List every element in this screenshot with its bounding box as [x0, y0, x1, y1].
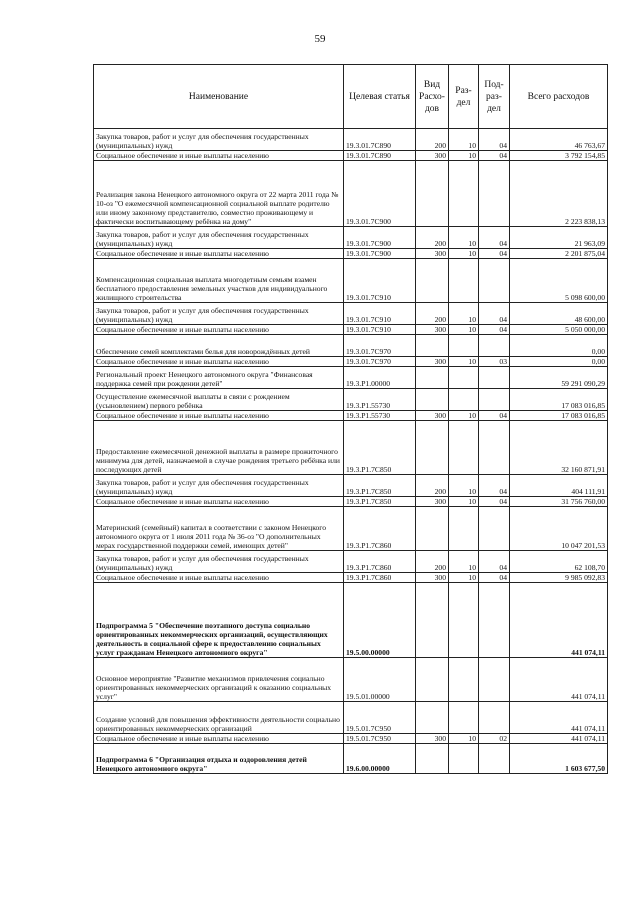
row-name: Социальное обеспечение и иные выплаты населению	[94, 325, 344, 335]
row-total: 2 201 875,04	[510, 249, 608, 259]
row-subsection: 02	[479, 734, 510, 744]
row-kind	[416, 259, 449, 303]
row-target-code: 19.3.Р1.7С860	[344, 551, 416, 573]
row-kind	[416, 335, 449, 357]
row-section	[449, 702, 479, 734]
row-target-code: 19.3.Р1.7С860	[344, 507, 416, 551]
row-target-code: 19.3.01.7С910	[344, 259, 416, 303]
row-subsection	[479, 259, 510, 303]
table-row	[94, 259, 608, 303]
row-subsection: 04	[479, 303, 510, 325]
row-target-code: 19.3.01.7С890	[344, 151, 416, 161]
header-total: Всего расходов	[510, 65, 608, 129]
row-target-code: 19.3.01.7С890	[344, 129, 416, 151]
row-section	[449, 335, 479, 357]
row-name: Социальное обеспечение и иные выплаты населению	[94, 151, 344, 161]
row-target-code: 19.3.Р1.7С860	[344, 573, 416, 583]
row-section: 10	[449, 497, 479, 507]
row-subsection: 03	[479, 357, 510, 367]
row-kind	[416, 421, 449, 475]
row-target-code: 19.5.01.7С950	[344, 702, 416, 734]
row-section: 10	[449, 249, 479, 259]
row-subsection	[479, 161, 510, 227]
row-subsection: 04	[479, 325, 510, 335]
row-total: 3 792 154,85	[510, 151, 608, 161]
row-subsection: 04	[479, 475, 510, 497]
row-kind: 300	[416, 151, 449, 161]
row-target-code: 19.3.Р1.00000	[344, 367, 416, 389]
row-total: 0,00	[510, 335, 608, 357]
row-name: Предоставление ежемесячной денежной выплаты в размере прожиточного минимума для детей, назначаемой в случае рождения третьего ребёнка или последующих детей	[94, 421, 344, 475]
row-name: Основное мероприятие "Развитие механизмов привлечения социально ориентированных некоммерческих организаций к оказанию социальных услуг"	[94, 658, 344, 702]
table-row	[94, 249, 608, 259]
table-row	[94, 551, 608, 573]
row-name: Компенсационная социальная выплата многодетным семьям взамен бесплатного предоставления земельных участков для индивидуального жилищного строительства	[94, 259, 344, 303]
row-kind	[416, 658, 449, 702]
row-name: Социальное обеспечение и иные выплаты населению	[94, 573, 344, 583]
row-target-code: 19.3.01.7С900	[344, 249, 416, 259]
table-row	[94, 475, 608, 497]
row-total: 5 098 600,00	[510, 259, 608, 303]
row-subsection	[479, 367, 510, 389]
row-name: Закупка товаров, работ и услуг для обеспечения государственных (муниципальных) нужд	[94, 303, 344, 325]
header-target: Целевая статья	[344, 65, 416, 129]
row-subsection	[479, 744, 510, 774]
row-kind: 300	[416, 497, 449, 507]
row-total: 17 083 016,85	[510, 411, 608, 421]
row-total: 441 074,11	[510, 734, 608, 744]
row-section: 10	[449, 475, 479, 497]
page-number: 59	[314, 33, 326, 45]
row-section	[449, 389, 479, 411]
row-name: Подпрограмма 5 "Обеспечение поэтапного доступа социально ориентированных некоммерческих организаций, осуществляющих деятельность в социальной сфере к предоставлению социальных услуг гражданам Ненецкого автономного округа"	[94, 583, 344, 658]
row-name: Закупка товаров, работ и услуг для обеспечения государственных (муниципальных) нужд	[94, 129, 344, 151]
row-name: Материнский (семейный) капитал в соответствии с законом Ненецкого автономного округа от 1 июля 2011 года № 36-оз "О дополнительных мерах государственной поддержки семей, имеющих детей"	[94, 507, 344, 551]
row-total: 441 074,11	[510, 583, 608, 658]
table-row	[94, 497, 608, 507]
row-section: 10	[449, 325, 479, 335]
row-section: 10	[449, 303, 479, 325]
table-row	[94, 389, 608, 411]
row-subsection: 04	[479, 411, 510, 421]
table-row	[94, 744, 608, 774]
row-section: 10	[449, 734, 479, 744]
row-section	[449, 161, 479, 227]
row-name: Реализация закона Ненецкого автономного округа от 22 марта 2011 года № 10-оз "О ежемесячной компенсационной социальной выплате родителю или иному законному представителю, совместно проживающему и фактически воспитывающему ребёнка на дому"	[94, 161, 344, 227]
row-section: 10	[449, 357, 479, 367]
row-name: Закупка товаров, работ и услуг для обеспечения государственных (муниципальных) нужд	[94, 475, 344, 497]
row-total: 1 603 677,50	[510, 744, 608, 774]
row-name: Подпрограмма 6 "Организация отдыха и оздоровления детей Ненецкого автономного округа"	[94, 744, 344, 774]
row-subsection	[479, 507, 510, 551]
row-section: 10	[449, 227, 479, 249]
row-section	[449, 583, 479, 658]
row-kind: 300	[416, 573, 449, 583]
table-row	[94, 573, 608, 583]
row-kind: 200	[416, 475, 449, 497]
row-name: Социальное обеспечение и иные выплаты населению	[94, 249, 344, 259]
row-section: 10	[449, 129, 479, 151]
row-subsection	[479, 583, 510, 658]
row-name: Социальное обеспечение и иные выплаты населению	[94, 411, 344, 421]
row-target-code: 19.3.01.7С900	[344, 161, 416, 227]
row-target-code: 19.3.Р1.55730	[344, 389, 416, 411]
row-kind	[416, 744, 449, 774]
table-row	[94, 357, 608, 367]
row-subsection	[479, 389, 510, 411]
row-target-code: 19.6.00.00000	[344, 744, 416, 774]
row-kind: 300	[416, 249, 449, 259]
row-name: Обеспечение семей комплектами белья для новорождённых детей	[94, 335, 344, 357]
row-kind	[416, 367, 449, 389]
row-section: 10	[449, 151, 479, 161]
row-kind: 300	[416, 411, 449, 421]
header-kind: Вид Расхо-дов	[416, 65, 449, 129]
row-total: 441 074,11	[510, 658, 608, 702]
table-body	[94, 129, 608, 774]
row-section	[449, 367, 479, 389]
table-row	[94, 227, 608, 249]
row-name: Социальное обеспечение и иные выплаты населению	[94, 734, 344, 744]
row-section: 10	[449, 573, 479, 583]
row-target-code: 19.3.Р1.7С850	[344, 497, 416, 507]
row-total: 32 160 871,91	[510, 421, 608, 475]
row-section	[449, 507, 479, 551]
row-subsection: 04	[479, 249, 510, 259]
row-target-code: 19.3.01.7С910	[344, 303, 416, 325]
table-row	[94, 658, 608, 702]
header-subsection: Под-раз-дел	[479, 65, 510, 129]
row-target-code: 19.3.01.7С900	[344, 227, 416, 249]
row-name: Создание условий для повышения эффективности деятельности социально ориентированных некоммерческих организаций	[94, 702, 344, 734]
row-target-code: 19.5.01.7С950	[344, 734, 416, 744]
table-header-row	[94, 65, 608, 129]
row-total: 17 083 016,85	[510, 389, 608, 411]
row-kind	[416, 507, 449, 551]
row-target-code: 19.3.Р1.7С850	[344, 475, 416, 497]
row-subsection	[479, 421, 510, 475]
table-row	[94, 335, 608, 357]
row-subsection	[479, 335, 510, 357]
row-kind: 200	[416, 227, 449, 249]
header-name: Наименование	[94, 65, 344, 129]
row-target-code: 19.3.01.7С970	[344, 357, 416, 367]
row-target-code: 19.5.01.00000	[344, 658, 416, 702]
table-row	[94, 421, 608, 475]
row-subsection	[479, 702, 510, 734]
row-section	[449, 421, 479, 475]
row-subsection: 04	[479, 129, 510, 151]
row-kind	[416, 583, 449, 658]
row-total: 31 756 760,00	[510, 497, 608, 507]
row-section: 10	[449, 411, 479, 421]
table-row	[94, 367, 608, 389]
budget-table	[93, 64, 608, 774]
row-total: 404 111,91	[510, 475, 608, 497]
row-subsection: 04	[479, 151, 510, 161]
table-row	[94, 303, 608, 325]
row-name: Региональный проект Ненецкого автономного округа "Финансовая поддержка семей при рождении детей"	[94, 367, 344, 389]
row-kind: 300	[416, 325, 449, 335]
row-subsection: 04	[479, 497, 510, 507]
table-row	[94, 411, 608, 421]
row-kind: 200	[416, 129, 449, 151]
row-kind: 300	[416, 357, 449, 367]
row-total: 5 050 000,00	[510, 325, 608, 335]
row-total: 2 223 838,13	[510, 161, 608, 227]
row-name: Социальное обеспечение и иные выплаты населению	[94, 497, 344, 507]
table-row	[94, 507, 608, 551]
header-section: Раз-дел	[449, 65, 479, 129]
row-subsection: 04	[479, 551, 510, 573]
row-subsection: 04	[479, 573, 510, 583]
row-target-code: 19.3.01.7С910	[344, 325, 416, 335]
row-target-code: 19.3.01.7С970	[344, 335, 416, 357]
row-kind: 200	[416, 303, 449, 325]
row-total: 48 600,00	[510, 303, 608, 325]
row-kind: 200	[416, 551, 449, 573]
row-total: 9 985 092,83	[510, 573, 608, 583]
table-row	[94, 734, 608, 744]
table-row	[94, 702, 608, 734]
row-total: 59 291 090,29	[510, 367, 608, 389]
row-total: 441 074,11	[510, 702, 608, 734]
table-row	[94, 161, 608, 227]
row-target-code: 19.3.Р1.55730	[344, 411, 416, 421]
row-kind	[416, 161, 449, 227]
row-kind: 300	[416, 734, 449, 744]
table-row	[94, 583, 608, 658]
table-row	[94, 151, 608, 161]
table-row	[94, 325, 608, 335]
row-total: 10 047 201,53	[510, 507, 608, 551]
row-section	[449, 658, 479, 702]
row-subsection: 04	[479, 227, 510, 249]
row-section: 10	[449, 551, 479, 573]
row-name: Закупка товаров, работ и услуг для обеспечения государственных (муниципальных) нужд	[94, 227, 344, 249]
row-name: Социальное обеспечение и иные выплаты населению	[94, 357, 344, 367]
row-target-code: 19.5.00.00000	[344, 583, 416, 658]
row-target-code: 19.3.Р1.7С850	[344, 421, 416, 475]
row-total: 46 763,67	[510, 129, 608, 151]
row-subsection	[479, 658, 510, 702]
row-section	[449, 259, 479, 303]
row-total: 0,00	[510, 357, 608, 367]
row-section	[449, 744, 479, 774]
row-kind	[416, 389, 449, 411]
table-row	[94, 129, 608, 151]
row-name: Закупка товаров, работ и услуг для обеспечения государственных (муниципальных) нужд	[94, 551, 344, 573]
row-name: Осуществление ежемесячной выплаты в связи с рождением (усыновлением) первого ребёнка	[94, 389, 344, 411]
row-kind	[416, 702, 449, 734]
row-total: 21 963,09	[510, 227, 608, 249]
row-total: 62 108,70	[510, 551, 608, 573]
